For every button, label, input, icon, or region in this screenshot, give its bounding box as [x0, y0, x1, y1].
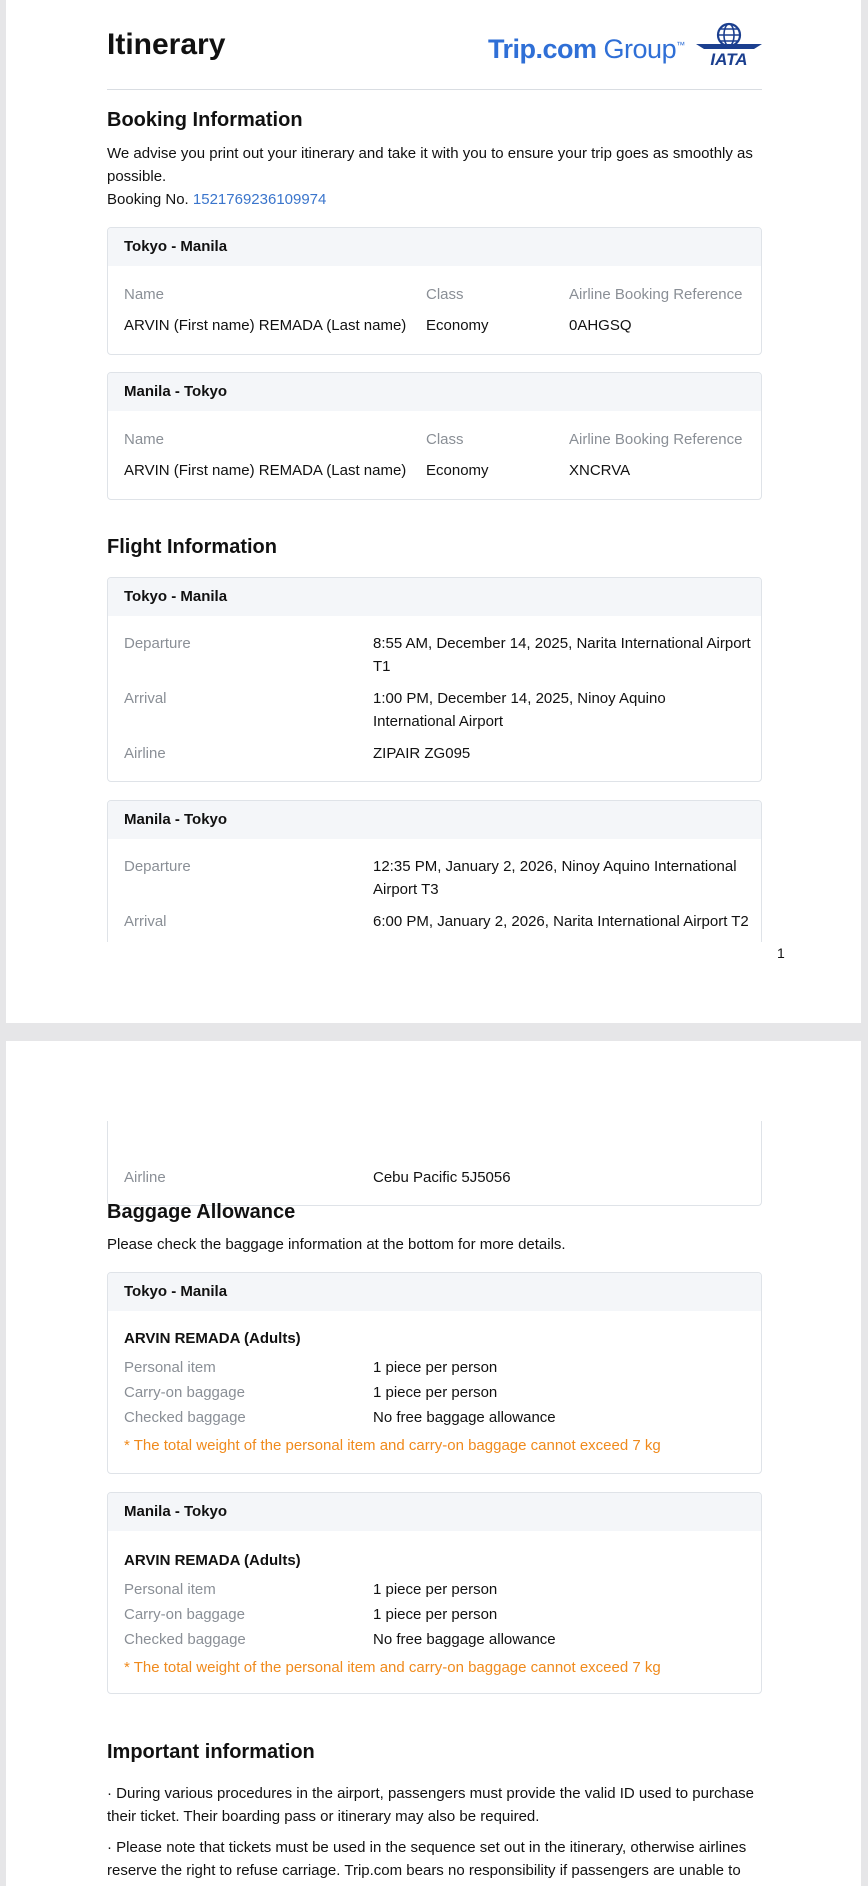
baggage-card-route: Tokyo - Manila — [108, 1273, 761, 1311]
baggage-note: Please check the baggage information at the bottom for more details. — [107, 1236, 566, 1253]
baggage-weight-warning: * The total weight of the personal item and carry-on baggage cannot exceed 7 kg — [124, 1659, 661, 1676]
airline-booking-reference: XNCRVA — [569, 462, 631, 479]
carry-on-value: 1 piece per person — [373, 1606, 498, 1623]
iata-logo — [694, 22, 764, 68]
passenger-name: ARVIN (First name) REMADA (Last name) — [124, 462, 407, 479]
brand-group: Group — [603, 34, 677, 64]
airline-value: Cebu Pacific 5J5056 — [373, 1169, 511, 1186]
brand-name: Trip.com — [488, 34, 597, 64]
departure-value: 12:35 PM, January 2, 2026, Ninoy Aquino International Airport T3 — [373, 858, 737, 898]
departure-label: Departure — [124, 858, 191, 875]
booking-info-heading: Booking Information — [107, 109, 303, 131]
baggage-card-route: Manila - Tokyo — [108, 1493, 761, 1531]
brand-trademark: ™ — [676, 40, 685, 50]
booking-advice-text: We advise you print out your itinerary and take it with you to ensure your trip goes as smoothly as possible. — [107, 145, 753, 185]
personal-item-value: 1 piece per person — [373, 1359, 498, 1376]
itinerary-page-2 — [6, 1041, 861, 1886]
checked-baggage-label: Checked baggage — [124, 1409, 246, 1426]
cabin-class: Economy — [426, 462, 489, 479]
booking-card-outbound — [107, 227, 762, 355]
airline-booking-reference: 0AHGSQ — [569, 317, 632, 334]
iata-logo-text: IATA — [710, 50, 748, 68]
departure-label: Departure — [124, 635, 191, 652]
class-column-label: Class — [426, 431, 464, 448]
arrival-value: 1:00 PM, December 14, 2025, Ninoy Aquino International Airport — [373, 690, 666, 730]
checked-baggage-label: Checked baggage — [124, 1631, 246, 1648]
checked-baggage-value: No free baggage allowance — [373, 1409, 556, 1426]
important-item: · During various procedures in the airport, passengers must provide the valid ID used to purchase their ticket. Their boarding pass or itinerary may also be required. — [107, 1785, 754, 1825]
airline-label: Airline — [124, 745, 166, 762]
personal-item-label: Personal item — [124, 1359, 216, 1376]
name-column-label: Name — [124, 286, 165, 303]
airline-value: ZIPAIR ZG095 — [373, 745, 471, 762]
airline-label: Airline — [124, 1169, 166, 1186]
booking-number-label: Booking No. — [107, 191, 189, 208]
trip-com-group-logo — [488, 34, 685, 65]
page-bottom-margin — [6, 942, 861, 1023]
cabin-class: Economy — [426, 317, 489, 334]
carry-on-value: 1 piece per person — [373, 1384, 498, 1401]
important-item: · Please note that tickets must be used in the sequence set out in the itinerary, otherwise airlines reserve the right to refuse carriage. Trip.com bears no responsibility if passengers are unable to — [107, 1839, 747, 1879]
flight-card-outbound — [107, 577, 762, 782]
checked-baggage-value: No free baggage allowance — [373, 1631, 556, 1648]
header-divider — [107, 89, 762, 90]
page-top-margin — [6, 1041, 861, 1121]
baggage-passenger: ARVIN REMADA (Adults) — [124, 1330, 301, 1347]
arrival-label: Arrival — [124, 913, 167, 930]
flight-card-route: Tokyo - Manila — [108, 578, 761, 616]
baggage-weight-warning: * The total weight of the personal item and carry-on baggage cannot exceed 7 kg — [124, 1437, 661, 1454]
booking-card-return — [107, 372, 762, 500]
booking-card-route: Tokyo - Manila — [108, 228, 761, 266]
reference-column-label: Airline Booking Reference — [569, 286, 743, 303]
baggage-card-return — [107, 1492, 762, 1694]
page-number: 1 — [777, 945, 785, 961]
class-column-label: Class — [426, 286, 464, 303]
booking-card-route: Manila - Tokyo — [108, 373, 761, 411]
baggage-card-outbound — [107, 1272, 762, 1474]
name-column-label: Name — [124, 431, 165, 448]
itinerary-page-1 — [6, 0, 861, 1023]
flight-card-route: Manila - Tokyo — [108, 801, 761, 839]
flight-info-heading: Flight Information — [107, 536, 277, 558]
personal-item-value: 1 piece per person — [373, 1581, 498, 1598]
booking-number[interactable]: 1521769236109974 — [192, 191, 327, 208]
personal-item-label: Personal item — [124, 1581, 216, 1598]
departure-value: 8:55 AM, December 14, 2025, Narita International Airport T1 — [373, 635, 751, 675]
arrival-label: Arrival — [124, 690, 167, 707]
important-info-heading: Important information — [107, 1741, 315, 1763]
carry-on-label: Carry-on baggage — [124, 1606, 245, 1623]
reference-column-label: Airline Booking Reference — [569, 431, 743, 448]
passenger-name: ARVIN (First name) REMADA (Last name) — [124, 317, 407, 334]
carry-on-label: Carry-on baggage — [124, 1384, 245, 1401]
arrival-value: 6:00 PM, January 2, 2026, Narita International Airport T2 — [373, 913, 749, 930]
booking-number-line — [107, 188, 762, 211]
baggage-heading: Baggage Allowance — [107, 1201, 296, 1223]
baggage-passenger: ARVIN REMADA (Adults) — [124, 1552, 301, 1569]
page-title: Itinerary — [107, 28, 226, 61]
